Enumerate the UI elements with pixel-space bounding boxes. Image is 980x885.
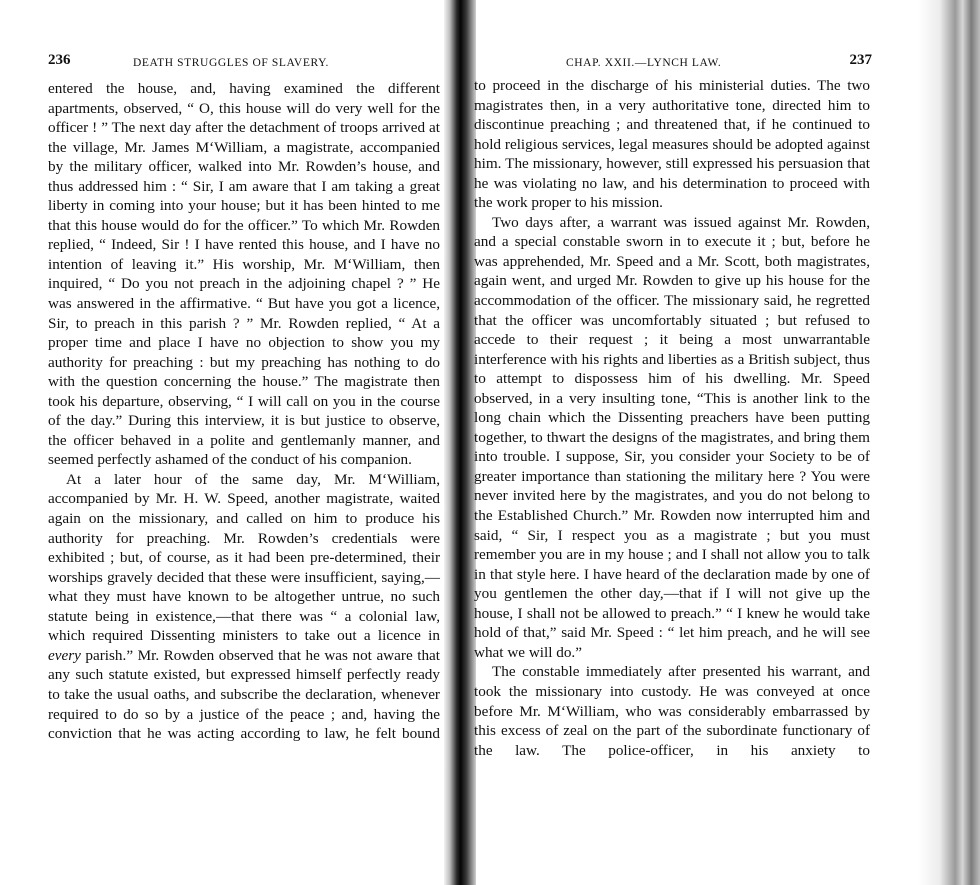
right-paragraph-2: Two days after, a warrant was issued against Mr. Rowden, and a special constable sworn in to execute it ; but, before he was apprehended, Mr. Speed and a Mr. Scott, both magistrates, again went, and urged Mr. Rowden to give up his house for the accommodation of the officer. The missionary said, he regretted that the officer was uncomfortably situated ; but refused to accede to their request ; it being a most unwarrantable interference with his rights and liberties as a British subject, thus to attempt to dispossess him of his dwelling. Mr. Speed observed, in a very insulting tone, “This is another link to the long chain which the Dissenting preachers have been putting together, to thwart the designs of the magistrates, and bring them into trouble. I suppose, Sir, you consider your Society to be of greater importance than stationing the military here ? You were never invited here by the magistrates, and you do not belong to the Established Church.” Mr. Rowden now interrupted him and said, “ Sir, I respect you as a magistrate ; but you must remember you are in my house ; and I shall not allow you to talk in that style here. I have heard of the declaration made by one of you gentlemen the other day,—that if I will not give up the house, I shall not be allowed to preach.” “ I knew he would take hold of that,” said Mr. Speed : “ let him preach, and he will see what we will do.” [474, 213, 870, 661]
left-paragraph-1: entered the house, and, having examined the different apartments, observed, “ O, this house will do very well for the officer ! ” The next day after the detachment of troops arrived at the village, Mr. James M‘William, a magistrate, accompanied by the military officer, walked into Mr. Rowden’s house, and thus addressed him : “ Sir, I am aware that I am taking a great liberty in coming into your house; but it has been hinted to me that this house would do for the officer.” To which Mr. Rowden replied, “ Indeed, Sir ! I have rented this house, and I have no intention of leaving it.” His worship, Mr. M‘William, then inquired, “ Do you not preach in the adjoining chapel ? ” He was answered in the affirmative. “ But have you got a licence, Sir, to preach in this parish ? ” Mr. Rowden replied, “ At a proper time and place I have no objection to show you my authority for preaching : but my preaching has nothing to do with the question concerning the house.” The magistrate then took his departure, observing, “ I will call on you in the course of the day.” During this interview, it is but justice to observe, the officer behaved in a polite and gentlemanly manner, and seemed perfectly ashamed of the conduct of his companion. [48, 80, 440, 469]
right-running-head [474, 52, 872, 76]
left-page-number: 236 [48, 52, 71, 68]
left-paragraph-2 [48, 470, 440, 744]
right-running-title: CHAP. XXII.—LYNCH LAW. [566, 57, 722, 69]
right-paragraph-1: to proceed in the discharge of his ministerial duties. The two magistrates then, in a very authoritative tone, directed him to discontinue preaching ; and threatened that, if he continued to hold religious services, legal measures should be adopted against him. The missionary, however, still expressed his persuasion that he was violating no law, and his determination to proceed with the work proper to his mission. [474, 77, 870, 212]
left-paragraph-2-emphasis: every [48, 646, 81, 664]
left-running-head [48, 52, 440, 76]
left-paragraph-2-text-before: At a later hour of the same day, Mr. M‘William, accompanied by Mr. H. W. Speed, another magistrate, waited again on the missionary, and called on him to produce his authority for preaching. Mr. Rowden’s credentials were exhibited ; but, of course, as it had been pre-determined, their worships gravely decided that these were insufficient, saying,—what they must have known to be altogether untrue, no such statute being in existence,—that there was “ a colonial law, which required Dissenting ministers to take out a licence in [48, 470, 440, 645]
binding-gutter [444, 0, 476, 885]
left-page [48, 0, 440, 885]
right-body-text [474, 76, 870, 760]
right-page [474, 0, 870, 885]
left-paragraph-2-text-after: parish.” Mr. Rowden observed that he was not aware that any such statute existed, but expressed himself perfectly ready to take the usual oaths, and subscribe the declaration, whenever required to do so by a justice of the peace ; and, having the conviction that he was acting according to law, he felt bound [48, 646, 440, 743]
page-edge-shadow [918, 0, 980, 885]
left-running-title: DEATH STRUGGLES OF SLAVERY. [133, 57, 329, 69]
right-paragraph-3: The constable immediately after presented his warrant, and took the missionary into custody. He was conveyed at once before Mr. M‘William, who was considerably embarrassed by this excess of zeal on the part of the subordinate functionary of the law. The police-officer, in his anxiety to [474, 663, 870, 759]
right-page-number: 237 [849, 52, 872, 68]
left-body-text [48, 79, 440, 744]
